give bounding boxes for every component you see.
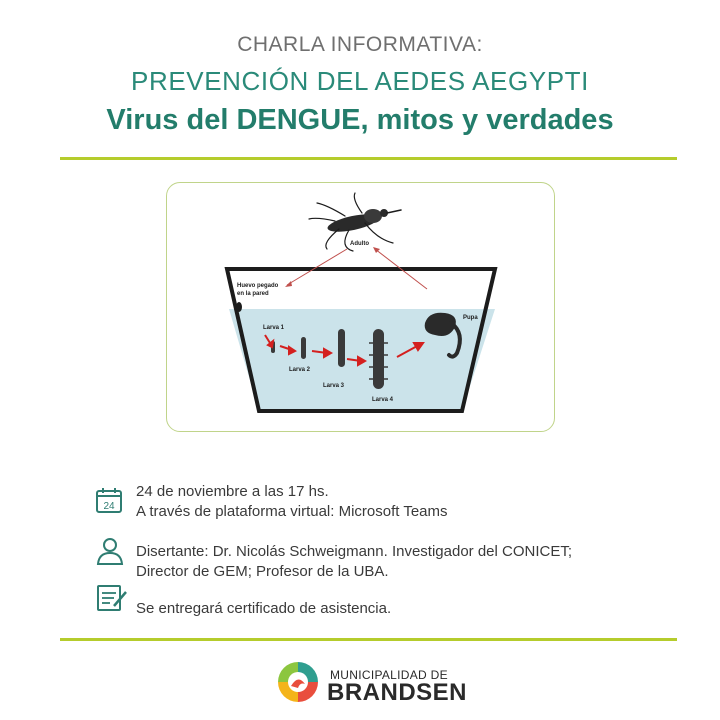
label-pupa: Pupa bbox=[463, 315, 478, 321]
topic-heading: PREVENCIÓN DEL AEDES AEGYPTI bbox=[131, 66, 589, 96]
label-huevo-1: Huevo pegado bbox=[237, 283, 279, 289]
subtitle-heading: Virus del DENGUE, mitos y verdades bbox=[106, 104, 614, 136]
logo-line-1: MUNICIPALIDAD DE bbox=[330, 668, 448, 682]
lifecycle-diagram bbox=[166, 182, 555, 432]
top-divider bbox=[60, 157, 677, 160]
speaker-line-2: Director de GEM; Profesor de la UBA. bbox=[136, 563, 389, 580]
certificate-icon bbox=[96, 584, 128, 619]
label-adulto: Adulto bbox=[350, 241, 369, 247]
egg-shape bbox=[236, 302, 242, 312]
municipality-logo-icon bbox=[276, 660, 320, 709]
logo-line-2: BRANDSEN bbox=[327, 679, 468, 706]
calendar-day: 24 bbox=[103, 501, 115, 512]
label-larva-3: Larva 3 bbox=[323, 383, 345, 389]
label-huevo-2: en la pared bbox=[237, 291, 269, 297]
event-date: 24 de noviembre a las 17 hs. bbox=[136, 483, 329, 500]
person-icon bbox=[96, 536, 124, 571]
label-larva-1: Larva 1 bbox=[263, 325, 285, 331]
label-larva-2: Larva 2 bbox=[289, 367, 311, 373]
label-larva-4: Larva 4 bbox=[372, 397, 394, 403]
bottom-divider bbox=[60, 638, 677, 641]
event-platform: A través de plataforma virtual: Microsoft Teams bbox=[136, 503, 448, 520]
larva-3-illustration bbox=[338, 329, 345, 367]
certificate-note: Se entregará certificado de asistencia. bbox=[136, 600, 392, 617]
calendar-icon bbox=[95, 486, 123, 519]
event-type-heading: CHARLA INFORMATIVA: bbox=[237, 33, 483, 56]
speaker-line-1: Disertante: Dr. Nicolás Schweigmann. Investigador del CONICET; bbox=[136, 543, 573, 560]
larva-2-illustration bbox=[301, 337, 306, 359]
